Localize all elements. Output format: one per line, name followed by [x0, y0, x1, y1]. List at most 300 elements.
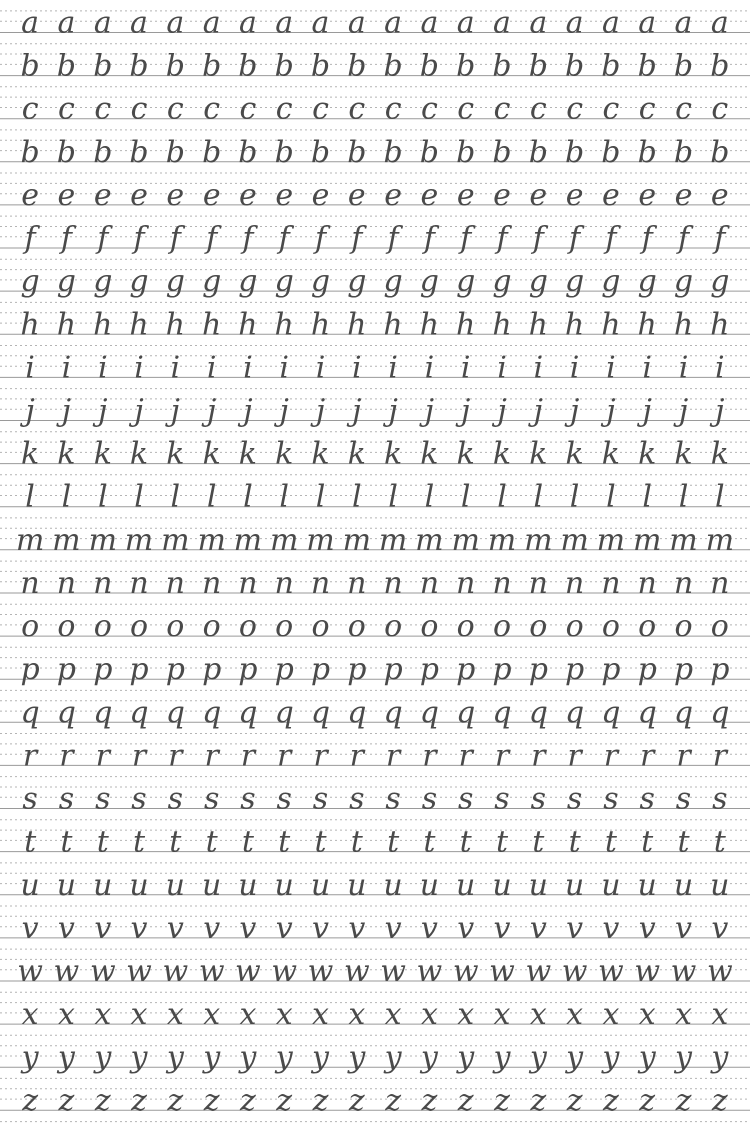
cursive-letter: g — [129, 264, 149, 300]
practice-row-a — [0, 6, 750, 44]
cursive-letter: g — [419, 264, 440, 300]
cursive-letter: q — [129, 695, 149, 731]
cursive-letter: t — [495, 824, 509, 860]
cursive-letter: p — [637, 652, 657, 688]
cursive-letter: e — [529, 177, 548, 213]
practice-row-z — [0, 1083, 750, 1121]
cursive-letter: f — [169, 221, 181, 256]
cursive-letter: i — [533, 350, 544, 386]
cursive-letter: m — [15, 522, 45, 558]
cursive-letter: h — [492, 307, 512, 343]
cursive-letter: c — [130, 91, 148, 127]
practice-row-p — [0, 652, 750, 690]
cursive-letter: w — [634, 954, 661, 989]
cursive-letter: a — [456, 5, 475, 41]
cursive-letter: u — [238, 867, 258, 903]
cursive-letter: h — [238, 307, 258, 343]
cursive-letter: p — [528, 652, 548, 688]
cursive-letter: w — [198, 954, 225, 989]
cursive-letter: g — [456, 264, 476, 300]
cursive-letter: t — [459, 824, 472, 860]
cursive-letter: y — [203, 1040, 221, 1076]
cursive-letter: n — [601, 566, 621, 601]
cursive-letter: j — [279, 393, 289, 429]
cursive-letter: k — [93, 436, 112, 472]
cursive-letter: b — [202, 134, 222, 170]
cursive-letter: v — [420, 910, 438, 946]
cursive-letter: f — [714, 221, 726, 256]
cursive-letter: a — [347, 5, 366, 41]
cursive-letter: c — [21, 91, 39, 127]
cursive-letter: u — [165, 867, 185, 903]
cursive-letter: o — [93, 609, 112, 645]
cursive-letter: c — [566, 91, 584, 127]
cursive-letter: l — [170, 479, 181, 515]
cursive-letter: w — [17, 954, 43, 989]
cursive-letter: f — [24, 221, 36, 256]
cursive-letter: a — [420, 5, 439, 41]
cursive-letter: e — [239, 177, 257, 213]
cursive-letter: s — [276, 781, 292, 817]
cursive-letter: e — [674, 177, 693, 213]
cursive-letter: i — [606, 350, 616, 386]
cursive-letter: o — [202, 609, 221, 645]
cursive-letter: n — [20, 566, 40, 601]
cursive-letter: q — [528, 695, 548, 731]
cursive-letter: v — [239, 910, 257, 946]
cursive-letter: s — [167, 781, 184, 817]
cursive-letter: y — [275, 1040, 293, 1076]
cursive-letter: b — [238, 48, 258, 84]
cursive-letter: l — [569, 479, 580, 515]
cursive-letter: j — [424, 393, 435, 429]
cursive-letter: w — [343, 954, 370, 989]
cursive-letter: i — [388, 350, 398, 386]
cursive-letter: t — [568, 824, 581, 860]
cursive-letter: k — [311, 436, 330, 472]
cursive-letter: u — [274, 867, 294, 903]
cursive-letter: g — [93, 264, 113, 300]
cursive-letter: n — [129, 566, 149, 601]
cursive-letter: y — [457, 1040, 475, 1076]
cursive-letter: s — [312, 781, 329, 817]
cursive-letter: n — [93, 566, 113, 601]
practice-row-j — [0, 394, 750, 432]
cursive-letter: p — [310, 652, 331, 688]
cursive-letter: j — [243, 393, 253, 429]
cursive-letter: t — [132, 824, 146, 860]
cursive-letter: m — [124, 522, 154, 558]
cursive-letter: n — [383, 566, 403, 601]
cursive-letter: v — [21, 910, 39, 946]
cursive-letter: t — [641, 824, 654, 860]
cursive-letter: i — [279, 350, 290, 386]
cursive-letter: k — [638, 436, 657, 472]
cursive-letter: a — [93, 5, 112, 41]
cursive-letter: o — [529, 609, 548, 645]
cursive-letter: t — [278, 824, 291, 860]
practice-row-x — [0, 997, 750, 1035]
cursive-letter: b — [601, 48, 621, 84]
cursive-letter: q — [20, 695, 40, 731]
cursive-letter: h — [419, 307, 440, 343]
cursive-letter: w — [598, 954, 624, 989]
cursive-letter: u — [601, 867, 621, 903]
cursive-letter: b — [637, 134, 657, 170]
cursive-letter: b — [492, 134, 512, 170]
cursive-letter: u — [564, 867, 585, 903]
cursive-letter: a — [275, 5, 294, 41]
cursive-letter: b — [129, 48, 149, 84]
cursive-letter: h — [456, 307, 476, 343]
cursive-letter: i — [497, 350, 507, 386]
cursive-letter: n — [456, 566, 476, 601]
cursive-letter: s — [457, 781, 474, 817]
cursive-letter: c — [493, 91, 511, 127]
cursive-letter: p — [710, 652, 730, 688]
cursive-letter: q — [710, 695, 730, 731]
cursive-letter: j — [642, 393, 652, 429]
cursive-letter: m — [197, 522, 226, 558]
cursive-letter: l — [424, 479, 435, 515]
cursive-letter: v — [711, 910, 729, 946]
cursive-letter: c — [384, 91, 402, 127]
cursive-letter: z — [58, 1083, 75, 1119]
cursive-letter: j — [98, 393, 108, 429]
cursive-letter: f — [605, 221, 617, 256]
cursive-letter: v — [529, 910, 547, 946]
cursive-letter: k — [129, 436, 149, 472]
cursive-letter: y — [638, 1040, 656, 1076]
cursive-letter: c — [602, 91, 620, 127]
cursive-letter: r — [95, 738, 110, 774]
cursive-letter: b — [673, 48, 694, 84]
cursive-letter: q — [601, 695, 621, 731]
cursive-letter: b — [456, 134, 476, 170]
cursive-letter: c — [57, 91, 75, 127]
cursive-letter: y — [602, 1040, 620, 1076]
cursive-letter: v — [203, 910, 221, 946]
cursive-letter: o — [384, 609, 403, 645]
cursive-letter: e — [311, 177, 330, 213]
cursive-letter: c — [638, 91, 656, 127]
cursive-letter: b — [202, 48, 222, 84]
cursive-letter: l — [714, 479, 725, 515]
cursive-letter: q — [274, 695, 294, 731]
cursive-letter: p — [56, 652, 77, 688]
cursive-letter: v — [384, 910, 402, 946]
cursive-letter: l — [243, 479, 253, 515]
cursive-letter: b — [56, 48, 77, 84]
cursive-letter: a — [21, 5, 40, 41]
cursive-letter: m — [705, 522, 735, 558]
cursive-letter: b — [129, 134, 149, 170]
cursive-letter: m — [233, 522, 263, 558]
cursive-letter: o — [166, 609, 185, 645]
cursive-letter: z — [530, 1083, 547, 1119]
cursive-letter: x — [457, 997, 475, 1033]
practice-row-f — [0, 221, 750, 259]
cursive-letter: b — [238, 134, 258, 170]
cursive-letter: j — [207, 393, 217, 429]
cursive-letter: g — [492, 264, 512, 300]
cursive-letter: o — [601, 609, 620, 645]
cursive-letter: z — [566, 1083, 583, 1119]
cursive-letter: u — [456, 867, 476, 903]
cursive-letter: r — [168, 738, 183, 774]
cursive-letter: f — [314, 221, 327, 256]
cursive-letter: m — [342, 522, 372, 558]
practice-row-t — [0, 825, 750, 863]
cursive-letter: h — [637, 307, 657, 343]
practice-row-g — [0, 264, 750, 302]
cursive-letter: u — [129, 867, 149, 903]
practice-row-k — [0, 437, 750, 475]
cursive-letter: j — [569, 393, 580, 429]
cursive-letter: b — [165, 134, 185, 170]
cursive-letter: r — [422, 738, 437, 774]
cursive-letter: r — [59, 738, 74, 774]
cursive-letter: n — [419, 566, 440, 601]
practice-row-c — [0, 92, 750, 130]
cursive-letter: y — [711, 1040, 729, 1076]
cursive-letter: i — [170, 350, 181, 386]
cursive-letter: g — [274, 264, 294, 300]
cursive-letter: i — [351, 350, 362, 386]
cursive-letter: o — [710, 609, 729, 645]
cursive-letter: c — [348, 91, 366, 127]
cursive-letter: p — [601, 652, 621, 688]
cursive-letter: f — [242, 221, 254, 256]
cursive-letter: g — [601, 264, 621, 300]
cursive-letter: t — [169, 824, 182, 860]
cursive-letter: v — [602, 910, 620, 946]
cursive-letter: r — [204, 738, 219, 774]
cursive-letter: p — [274, 652, 294, 688]
cursive-letter: b — [93, 134, 113, 170]
cursive-letter: r — [131, 738, 147, 774]
cursive-letter: q — [637, 695, 657, 731]
cursive-letter: o — [674, 609, 693, 645]
practice-row-q — [0, 695, 750, 733]
cursive-letter: b — [673, 134, 694, 170]
cursive-letter: v — [566, 910, 584, 946]
cursive-letter: q — [564, 695, 585, 731]
cursive-letter: k — [57, 436, 76, 472]
cursive-letter: k — [420, 436, 439, 472]
cursive-letter: n — [710, 566, 730, 601]
cursive-letter: b — [310, 134, 331, 170]
cursive-letter: l — [388, 479, 398, 515]
cursive-letter: b — [274, 48, 294, 84]
practice-row-u — [0, 868, 750, 906]
cursive-letter: j — [388, 393, 398, 429]
cursive-letter: i — [569, 350, 580, 386]
cursive-letter: p — [347, 652, 367, 688]
cursive-letter: h — [165, 307, 185, 343]
cursive-letter: l — [460, 479, 471, 515]
cursive-letter: o — [275, 609, 294, 645]
cursive-letter: s — [240, 781, 256, 817]
cursive-letter: m — [269, 522, 299, 558]
cursive-letter: f — [423, 221, 435, 256]
cursive-letter: u — [673, 867, 694, 903]
cursive-letter: r — [22, 738, 38, 774]
cursive-letter: k — [674, 436, 693, 472]
cursive-letter: g — [564, 264, 585, 300]
cursive-letter: y — [675, 1040, 692, 1076]
cursive-letter: i — [61, 350, 72, 386]
cursive-letter: k — [166, 436, 185, 472]
cursive-letter: q — [202, 695, 222, 731]
cursive-letter: t — [60, 824, 73, 860]
cursive-letter: b — [710, 134, 730, 170]
cursive-letter: n — [564, 566, 585, 601]
cursive-letter: p — [673, 652, 694, 688]
cursive-letter: o — [57, 609, 76, 645]
cursive-letter: j — [497, 393, 507, 429]
cursive-letter: z — [494, 1083, 510, 1119]
cursive-letter: c — [529, 91, 547, 127]
cursive-letter: e — [93, 177, 112, 213]
cursive-letter: h — [710, 307, 730, 343]
cursive-letter: b — [20, 48, 40, 84]
cursive-letter: b — [601, 134, 621, 170]
cursive-letter: w — [380, 954, 406, 989]
cursive-letter: w — [307, 954, 334, 989]
cursive-letter: s — [95, 781, 111, 817]
cursive-letter: q — [93, 695, 113, 731]
cursive-letter: f — [278, 221, 290, 256]
cursive-letter: h — [202, 307, 222, 343]
cursive-letter: k — [347, 436, 366, 472]
cursive-letter: z — [675, 1083, 692, 1119]
cursive-letter: o — [129, 609, 149, 645]
cursive-letter: c — [166, 91, 184, 127]
cursive-letter: q — [383, 695, 403, 731]
cursive-letter: y — [166, 1040, 184, 1076]
cursive-letter: e — [130, 177, 148, 213]
cursive-letter: f — [569, 221, 581, 256]
cursive-letter: r — [240, 738, 256, 774]
cursive-letter: y — [239, 1040, 257, 1076]
cursive-letter: b — [383, 134, 403, 170]
cursive-letter: w — [452, 954, 479, 989]
cursive-letter: v — [312, 910, 329, 946]
cursive-letter: g — [637, 264, 657, 300]
cursive-letter: z — [167, 1083, 184, 1119]
cursive-letter: j — [533, 393, 543, 429]
cursive-letter: j — [315, 393, 326, 429]
cursive-letter: w — [525, 954, 552, 989]
cursive-letter: g — [238, 264, 258, 300]
cursive-letter: r — [494, 738, 510, 774]
cursive-letter: l — [533, 479, 544, 515]
cursive-letter: b — [165, 48, 185, 84]
cursive-letter: a — [565, 5, 584, 41]
cursive-letter: g — [528, 264, 548, 300]
cursive-letter: o — [492, 609, 512, 645]
cursive-letter: w — [235, 954, 261, 989]
cursive-letter: i — [134, 350, 144, 386]
cursive-letter: q — [347, 695, 367, 731]
cursive-letter: z — [711, 1083, 728, 1119]
cursive-letter: c — [203, 91, 221, 127]
cursive-letter: b — [637, 48, 657, 84]
cursive-letter: t — [96, 824, 109, 860]
cursive-letter: m — [378, 522, 408, 558]
cursive-letter: e — [710, 177, 729, 213]
cursive-letter: i — [315, 350, 326, 386]
cursive-letter: s — [131, 781, 147, 817]
cursive-letter: c — [711, 91, 729, 127]
cursive-letter: q — [419, 695, 440, 731]
cursive-letter: u — [56, 867, 77, 903]
cursive-letter: e — [602, 177, 620, 213]
cursive-letter: k — [529, 436, 548, 472]
cursive-letter: e — [275, 177, 294, 213]
cursive-letter: n — [673, 566, 694, 601]
cursive-letter: a — [166, 5, 185, 41]
cursive-letter: w — [126, 954, 152, 989]
cursive-letter: s — [349, 781, 365, 817]
cursive-letter: r — [349, 738, 364, 774]
cursive-letter: f — [641, 221, 653, 256]
cursive-letter: q — [238, 695, 258, 731]
cursive-letter: j — [25, 393, 35, 429]
cursive-letter: y — [529, 1040, 547, 1076]
cursive-letter: f — [206, 221, 218, 256]
practice-row-v — [0, 911, 750, 949]
cursive-letter: x — [239, 997, 257, 1033]
cursive-letter: m — [52, 522, 81, 558]
cursive-letter: a — [529, 5, 548, 41]
cursive-letter: q — [56, 695, 77, 731]
practice-row-h — [0, 307, 750, 345]
cursive-letter: z — [348, 1083, 365, 1119]
cursive-letter: p — [129, 652, 149, 688]
cursive-letter: b — [419, 48, 440, 84]
cursive-letter: v — [638, 910, 656, 946]
cursive-letter: z — [457, 1083, 474, 1119]
cursive-letter: e — [456, 177, 475, 213]
cursive-letter: o — [565, 609, 584, 645]
cursive-letter: n — [347, 566, 367, 601]
cursive-letter: i — [460, 350, 471, 386]
cursive-letter: n — [202, 566, 222, 601]
cursive-letter: g — [165, 264, 185, 300]
cursive-letter: r — [676, 738, 691, 774]
cursive-letter: b — [56, 134, 77, 170]
cursive-letter: e — [166, 177, 185, 213]
cursive-letter: t — [423, 824, 436, 860]
cursive-letter: a — [710, 5, 729, 41]
cursive-letter: z — [131, 1083, 147, 1119]
cursive-letter: y — [130, 1040, 148, 1076]
cursive-letter: h — [274, 307, 294, 343]
cursive-letter: t — [205, 824, 218, 860]
cursive-letter: b — [419, 134, 440, 170]
cursive-letter: o — [638, 609, 657, 645]
cursive-letter: x — [94, 997, 112, 1033]
cursive-letter: q — [165, 695, 185, 731]
cursive-letter: b — [93, 48, 113, 84]
cursive-letter: h — [20, 307, 40, 343]
cursive-letter: w — [89, 954, 116, 989]
cursive-letter: c — [94, 91, 112, 127]
cursive-letter: b — [347, 134, 367, 170]
cursive-letter: x — [21, 997, 39, 1033]
